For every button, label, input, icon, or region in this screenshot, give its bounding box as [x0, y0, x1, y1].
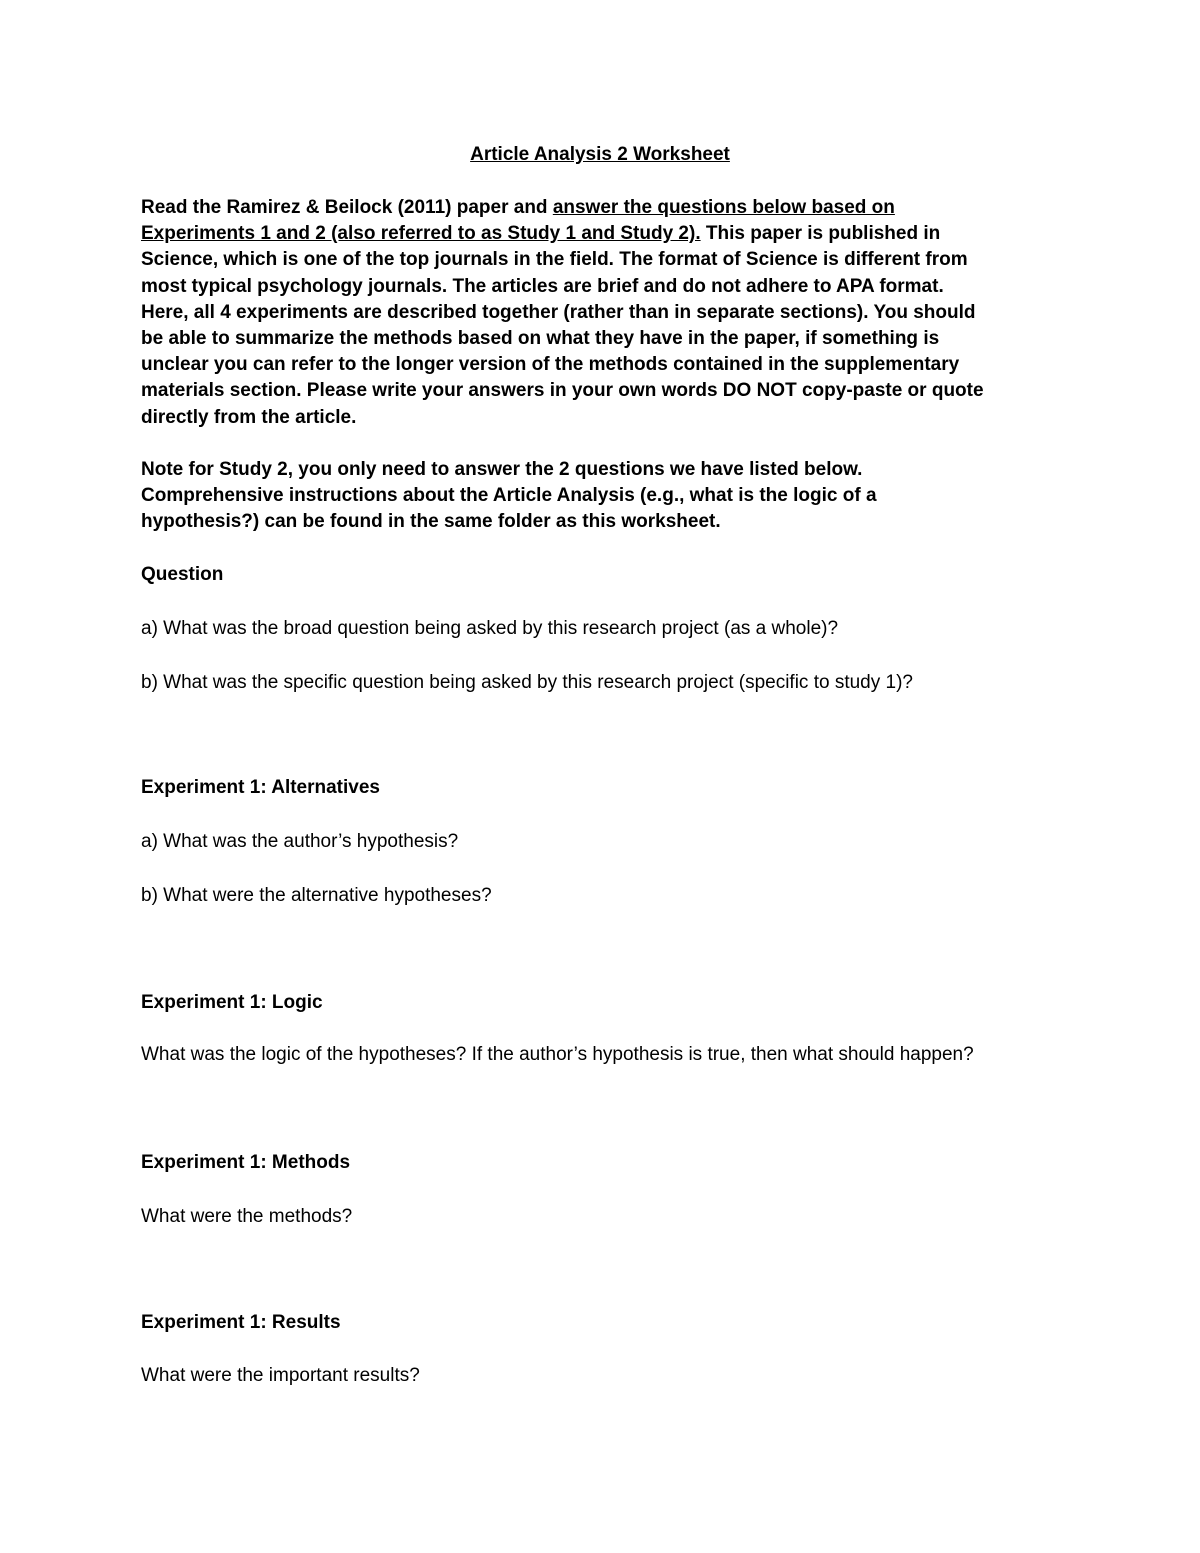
note-line-2: Comprehensive instructions about the Article Analysis (e.g., what is the logic of a [141, 485, 877, 507]
methods-question: What were the methods? [141, 1206, 353, 1227]
question-heading: Question [141, 564, 224, 585]
intro-line-5: Here, all 4 experiments are described together (rather than in separate sections). You should [141, 301, 976, 323]
alternatives-heading: Experiment 1: Alternatives [141, 777, 380, 798]
intro-line-6: be able to summarize the methods based on what they have in the paper, if something is [141, 328, 940, 350]
note-paragraph [141, 457, 1081, 536]
results-heading: Experiment 1: Results [141, 1312, 341, 1333]
logic-heading: Experiment 1: Logic [141, 992, 323, 1013]
note-line-3: hypothesis?) can be found in the same folder as this worksheet. [141, 511, 721, 533]
intro-line-2-underlined: Experiments 1 and 2 (also referred to as Study 1 and Study 2). [141, 223, 701, 245]
logic-question: What was the logic of the hypotheses? If the author’s hypothesis is true, then what should happen? [141, 1044, 974, 1065]
intro-line-1-underlined: answer the questions below based on [552, 197, 895, 218]
intro-line-1 [141, 195, 1081, 221]
note-line-1: Note for Study 2, you only need to answer the 2 questions we have listed below. [141, 459, 863, 480]
alternatives-a: a) What was the author’s hypothesis? [141, 831, 459, 852]
intro-line-2 [141, 221, 1081, 247]
intro-line-2-plain: This paper is published in [700, 223, 941, 245]
intro-line-7: unclear you can refer to the longer version of the methods contained in the supplementary [141, 354, 960, 376]
intro-line-1-plain: Read the Ramirez & Beilock (2011) paper and [141, 197, 553, 218]
intro-line-8: materials section. Please write your answers in your own words DO NOT copy-paste or quote [141, 380, 984, 402]
methods-heading: Experiment 1: Methods [141, 1152, 351, 1173]
intro-line-9: directly from the article. [141, 406, 357, 428]
alternatives-b: b) What were the alternative hypotheses? [141, 885, 492, 906]
document-title: Article Analysis 2 Worksheet [470, 144, 730, 165]
question-a: a) What was the broad question being asked by this research project (as a whole)? [141, 618, 839, 639]
intro-line-4: most typical psychology journals. The articles are brief and do not adhere to APA format. [141, 275, 944, 297]
intro-line-3: Science, which is one of the top journals in the field. The format of Science is different from [141, 249, 968, 271]
intro-paragraph [141, 195, 1081, 431]
question-b: b) What was the specific question being asked by this research project (specific to study 1)? [141, 672, 913, 693]
results-question: What were the important results? [141, 1365, 420, 1386]
